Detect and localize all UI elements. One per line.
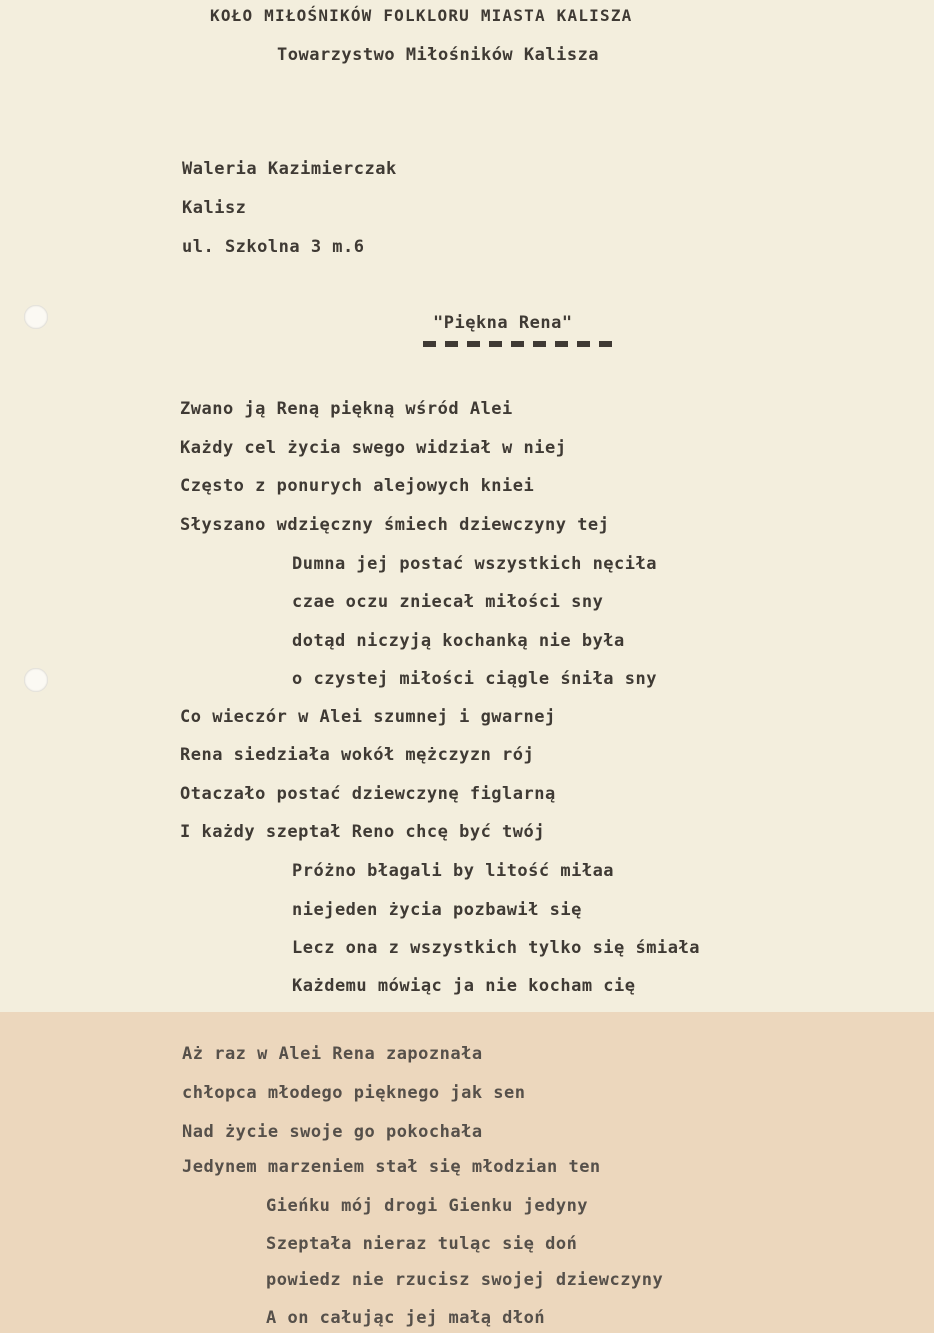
poem-line: I każdy szeptał Reno chcę być twój — [180, 822, 545, 842]
poem-line: powiedz nie rzucisz swojej dziewczyny — [266, 1270, 664, 1290]
poem-line: Gieńku mój drogi Gienku jedyny — [266, 1196, 589, 1216]
poem-line: niejeden życia pozbawił się — [292, 900, 582, 920]
poem-line: Otaczało postać dziewczynę figlarną — [180, 784, 556, 804]
author-city: Kalisz — [182, 198, 247, 218]
poem-line: Rena siedziała wokół mężczyzn rój — [180, 745, 535, 765]
poem-line: chłopca młodego pięknego jak sen — [182, 1083, 526, 1103]
organization-line: KOŁO MIŁOŚNIKÓW FOLKLORU MIASTA KALISZA — [210, 6, 633, 25]
punch-hole — [24, 668, 48, 692]
poem-line: Aż raz w Alei Rena zapoznała — [182, 1044, 483, 1064]
poem-line: dotąd niczyją kochanką nie była — [292, 631, 625, 651]
poem-line: Każdemu mówiąc ja nie kocham cię — [292, 976, 636, 996]
author-street: ul. Szkolna 3 m.6 — [182, 237, 365, 257]
poem-line: Dumna jej postać wszystkich nęciła — [292, 554, 657, 574]
poem-line: Próżno błagali by litość miłaa — [292, 861, 615, 881]
poem-line: czae oczu zniecał miłości sny — [292, 592, 604, 612]
poem-line: Często z ponurych alejowych kniei — [180, 476, 535, 496]
poem-line: o czystej miłości ciągle śniła sny — [292, 669, 657, 689]
poem-line: Jedynem marzeniem stał się młodzian ten — [182, 1157, 601, 1177]
poem-line: Co wieczór w Alei szumnej i gwarnej — [180, 707, 556, 727]
poem-line: A on całując jej małą dłoń — [266, 1308, 546, 1328]
author-name: Waleria Kazimierczak — [182, 159, 397, 179]
poem-title: "Piękna Rena" — [433, 313, 573, 333]
poem-line: Zwano ją Reną piękną wśród Alei — [180, 399, 513, 419]
title-underline — [423, 341, 619, 347]
poem-line: Każdy cel życia swego widział w niej — [180, 438, 567, 458]
poem-line: Lecz ona z wszystkich tylko się śmiała — [292, 938, 700, 958]
punch-hole — [24, 305, 48, 329]
poem-line: Szeptała nieraz tuląc się doń — [266, 1234, 578, 1254]
poem-line: Nad życie swoje go pokochała — [182, 1122, 483, 1142]
poem-line: Słyszano wdzięczny śmiech dziewczyny tej — [180, 515, 610, 535]
society-line: Towarzystwo Miłośników Kalisza — [277, 45, 600, 65]
